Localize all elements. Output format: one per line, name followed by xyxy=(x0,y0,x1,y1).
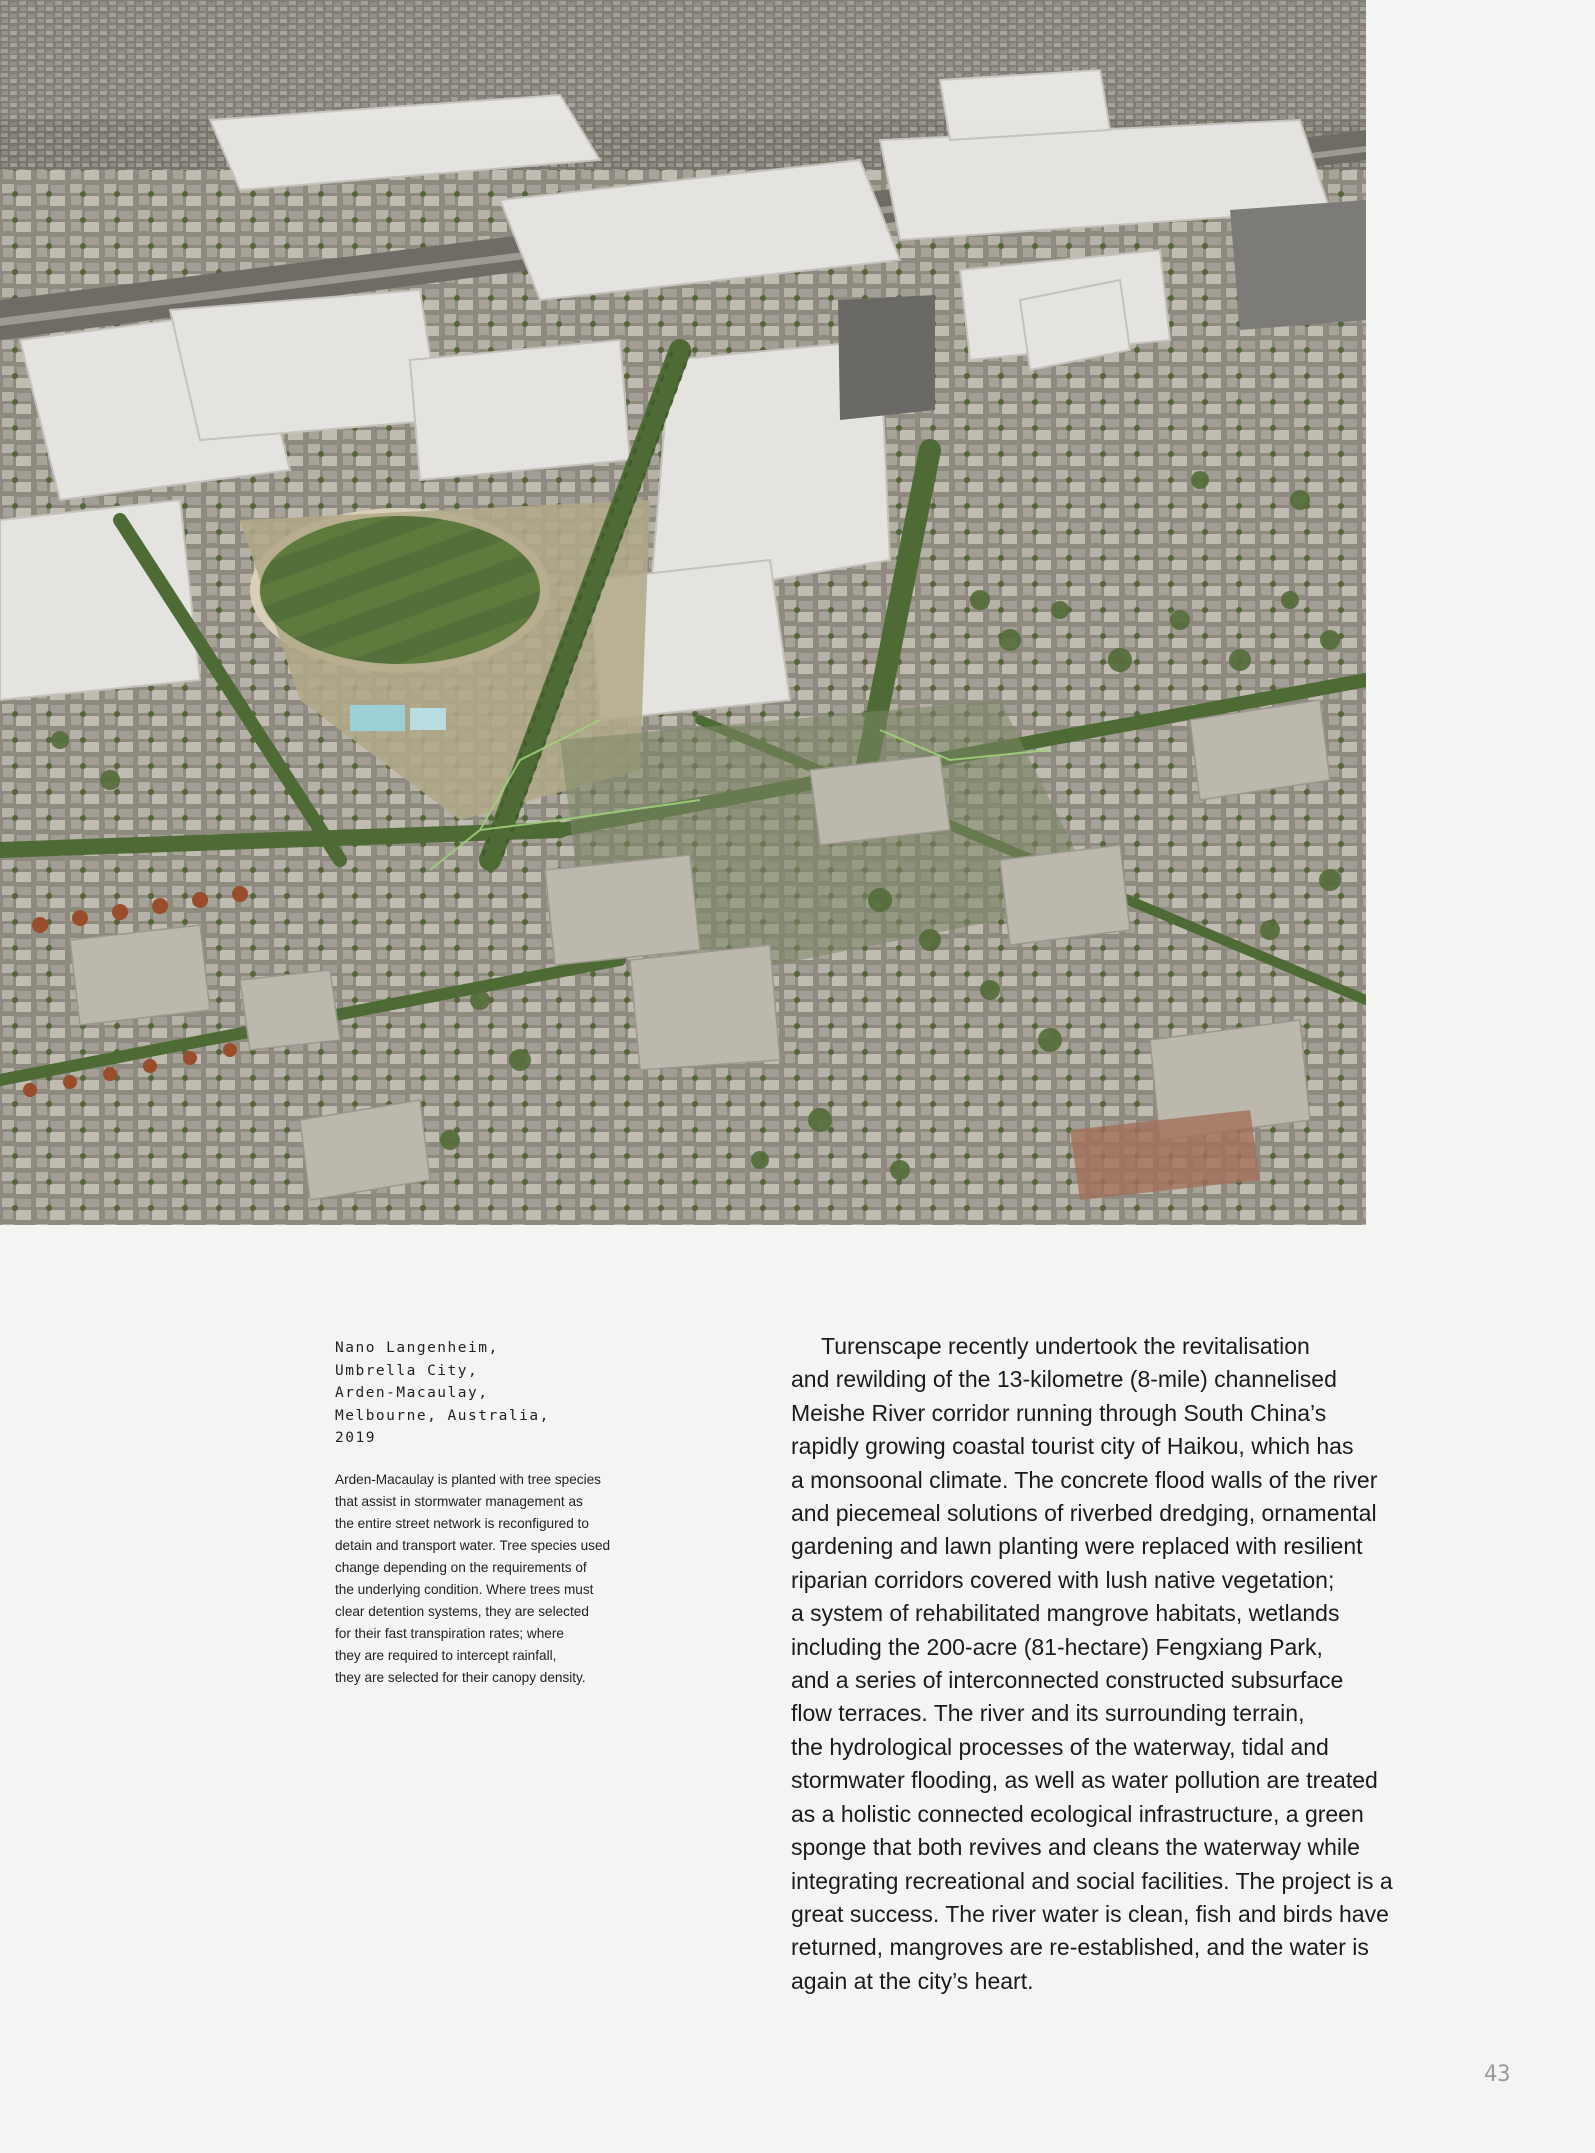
caption-text-line: Arden-Macaulay is planted with tree species xyxy=(335,1471,601,1487)
body-line: stormwater flooding, as well as water pollution are treated xyxy=(791,1767,1378,1794)
body-line: flow terraces. The river and its surrounding terrain, xyxy=(791,1700,1305,1727)
caption-credit-line: Umbrella City, xyxy=(335,1362,479,1379)
body-line: rapidly growing coastal tourist city of Haikou, which has xyxy=(791,1433,1354,1460)
body-line: as a holistic connected ecological infrastructure, a green xyxy=(791,1800,1364,1827)
body-line: Turenscape recently undertook the revitalisation xyxy=(821,1333,1310,1359)
body-line: a monsoonal climate. The concrete flood walls of the river xyxy=(791,1466,1378,1493)
caption-credit-line: Arden-Macaulay, xyxy=(335,1385,489,1401)
caption-text-line: that assist in stormwater management as xyxy=(335,1493,583,1509)
body-line: sponge that both revives and cleans the waterway while xyxy=(791,1834,1360,1861)
caption-text-line: clear detention systems, they are selected xyxy=(335,1603,589,1619)
body-line: Meishe River corridor running through South China’s xyxy=(791,1399,1327,1426)
caption-text-line: detain and transport water. Tree species used xyxy=(335,1537,611,1553)
body-line: and a series of interconnected constructed subsurface xyxy=(791,1667,1344,1694)
body-line: a system of rehabilitated mangrove habitats, wetlands xyxy=(791,1600,1340,1627)
body-line: and rewilding of the 13-kilometre (8-mile) channelised xyxy=(791,1366,1337,1393)
body-paragraph xyxy=(791,1330,1511,1998)
body-line: including the 200-acre (81-hectare) Fengxiang Park, xyxy=(791,1633,1323,1660)
body-line: returned, mangroves are re-established, and the water is xyxy=(791,1934,1369,1961)
caption-text-line: they are required to intercept rainfall, xyxy=(335,1647,557,1663)
caption-text-line: the underlying condition. Where trees must xyxy=(335,1581,594,1597)
caption-credit-line: 2019 xyxy=(335,1430,376,1446)
body-line: riparian corridors covered with lush native vegetation; xyxy=(791,1566,1335,1593)
caption-text-line: change depending on the requirements of xyxy=(335,1559,587,1575)
body-line: again at the city’s heart. xyxy=(791,1967,1034,1994)
image-caption xyxy=(335,1337,690,1689)
caption-credit-line: Melbourne, Australia, xyxy=(335,1407,550,1424)
caption-credit-line: Nano Langenheim, xyxy=(335,1340,499,1356)
caption-text-line: they are selected for their canopy density. xyxy=(335,1669,586,1685)
body-line: and piecemeal solutions of riverbed dredging, ornamental xyxy=(791,1500,1377,1527)
body-line: gardening and lawn planting were replaced with resilient xyxy=(791,1533,1363,1560)
caption-credit xyxy=(335,1337,690,1450)
aerial-rendering-image xyxy=(0,0,1366,1225)
caption-text-line: for their fast transpiration rates; where xyxy=(335,1625,564,1641)
caption-description xyxy=(335,1469,690,1689)
body-line: integrating recreational and social facilities. The project is a xyxy=(791,1867,1393,1894)
body-line: the hydrological processes of the waterway, tidal and xyxy=(791,1733,1329,1760)
body-line: great success. The river water is clean, fish and birds have xyxy=(791,1900,1389,1927)
page-number: 43 xyxy=(1484,2062,1511,2087)
caption-text-line: the entire street network is reconfigured to xyxy=(335,1515,589,1531)
